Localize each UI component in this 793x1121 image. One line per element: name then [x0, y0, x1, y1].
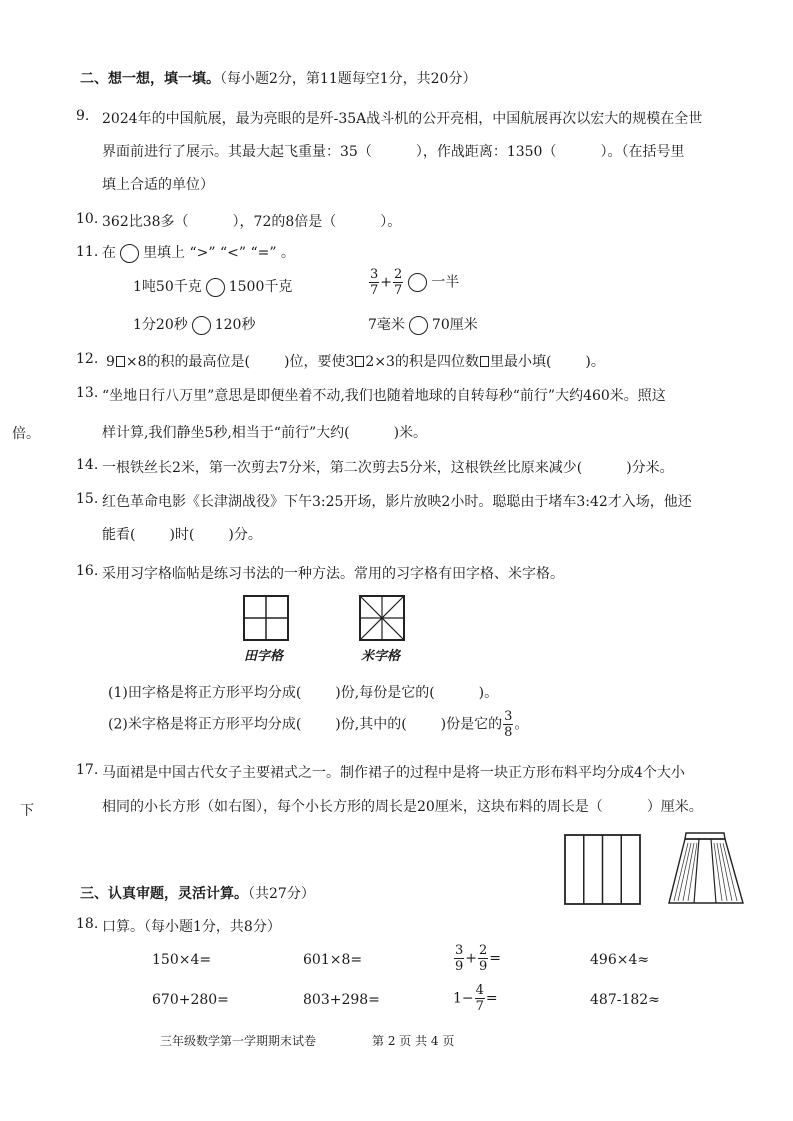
numerator: 4	[475, 983, 484, 998]
question-text	[102, 524, 262, 544]
section-score-note: （每小题2分，第11题每空1分，共20分）	[220, 71, 477, 87]
text-segment: 一半	[431, 274, 460, 291]
question-number: 16.	[76, 563, 99, 579]
text-segment: 里最小填(	[489, 354, 552, 370]
text-segment: 里填上 “>” “<” “=” 。	[143, 245, 295, 261]
compare-circle[interactable]	[408, 273, 427, 292]
denominator: 7	[370, 283, 379, 298]
oral-calc-item: 670+280=	[152, 992, 229, 1008]
question-text	[106, 351, 605, 371]
question-number: 15.	[76, 491, 99, 507]
question-number: 13.	[76, 385, 99, 401]
compare-circle[interactable]	[120, 244, 139, 263]
fraction	[503, 710, 513, 739]
denominator: 8	[504, 725, 513, 740]
oral-calc-item: 150×4=	[152, 952, 212, 968]
operator: =	[489, 950, 502, 967]
text-segment: ）。	[380, 214, 402, 230]
text-segment: 。	[514, 716, 529, 733]
tian-grid-figure	[243, 595, 289, 641]
text-segment: ），72的8倍是（	[232, 214, 337, 230]
text-segment: 120秒	[214, 317, 256, 333]
text-segment: 1分20秒	[133, 317, 188, 333]
text-segment: ）厘米。	[646, 799, 703, 815]
text-segment: (1)田字格是将正方形平均分成(	[108, 685, 302, 701]
oral-calc-item: 487-182≈	[590, 992, 660, 1008]
page-number: 第 2 页 共 4 页	[372, 1034, 455, 1048]
compare-item	[133, 276, 292, 297]
question-text	[102, 141, 684, 161]
denominator: 7	[394, 283, 403, 298]
text-segment: 362比38多（	[102, 214, 189, 230]
question-text: 填上合适的单位）	[102, 177, 214, 193]
text-segment: )分米。	[626, 460, 674, 476]
text-segment: 1−	[453, 990, 474, 1007]
question-number: 18.	[76, 916, 99, 932]
text-segment: 2×3的积是四位数	[365, 354, 479, 370]
question-text: 2024年的中国航展，最为亮眼的是歼-35A战斗机的公开亮相，中国航展再次以宏大的规模在全世	[102, 111, 703, 127]
question-text: “坐地日行八万里”意思是即便坐着不动,我们也随着地球的自转每秒“前行”大约460米。照这	[102, 388, 666, 404]
text-segment: ）。（在括号里	[600, 144, 685, 160]
compare-circle[interactable]	[206, 278, 225, 297]
fraction	[369, 268, 379, 297]
question-number: 14.	[76, 457, 99, 473]
mi-grid-figure	[359, 595, 405, 641]
text-segment: 1吨50千克	[133, 279, 202, 295]
text-segment: )时(	[169, 527, 195, 543]
digit-box	[480, 356, 489, 367]
sub-question	[108, 710, 528, 739]
section-2-header	[80, 68, 476, 88]
numerator: 2	[479, 943, 488, 958]
numerator: 2	[394, 267, 403, 282]
question-text	[102, 422, 427, 442]
compare-item	[133, 314, 255, 335]
question-number: 17.	[76, 762, 99, 778]
compare-circle[interactable]	[409, 316, 428, 335]
operator: +	[380, 274, 393, 291]
text-segment: 一根铁丝长2米，第一次剪去7分米，第二次剪去5分米，这根铁丝比原来减少(	[102, 460, 583, 476]
text-segment: 9	[106, 354, 115, 370]
question-number: 10.	[76, 211, 99, 227]
compare-circle[interactable]	[192, 316, 211, 335]
fraction	[475, 984, 485, 1013]
text-segment: 界面前进行了展示。其最大起飞重量：35（	[102, 144, 372, 160]
divided-square-figure	[564, 834, 642, 906]
question-text: 红色革命电影《长津湖战役》下午3:25开场，影片放映2小时。聪聪由于堵车3:42才入场，他还	[102, 494, 692, 510]
denominator: 9	[479, 959, 488, 974]
tian-grid-label: 田字格	[244, 649, 284, 664]
mamian-skirt-figure	[664, 829, 748, 909]
text-segment: 7毫米	[368, 317, 405, 333]
text-segment: ×8的积的最高位是(	[125, 354, 251, 370]
oral-calc-item: 803+298=	[303, 992, 380, 1008]
question-text	[102, 211, 401, 231]
question-number: 9.	[76, 108, 90, 124]
question-text	[102, 242, 295, 263]
question-number: 12.	[76, 351, 99, 367]
question-text: 采用习字格临帖是练习书法的一种方法。常用的习字格有田字格、米字格。	[102, 566, 564, 582]
text-segment: )分。	[228, 527, 262, 543]
oral-calc-item: 496×4≈	[590, 952, 650, 968]
text-segment: )。	[585, 354, 605, 370]
text-segment: 样计算,我们静坐5秒,相当于“前行”大约(	[102, 425, 350, 441]
text-segment: 能看(	[102, 527, 136, 543]
section-title: 三、认真审题，灵活计算。	[80, 886, 248, 902]
text-segment: )米。	[393, 425, 428, 441]
text-segment: (2)米字格是将正方形平均分成(	[108, 716, 302, 733]
mi-grid-label: 米字格	[361, 649, 401, 664]
oral-calc-item: 601×8=	[303, 952, 363, 968]
fraction	[478, 944, 488, 973]
text-segment: 1500千克	[228, 279, 293, 295]
text-segment: )份,其中的(	[335, 716, 407, 733]
operator: =	[485, 990, 498, 1007]
compare-item	[368, 314, 478, 335]
text-segment: )位，要使3	[284, 354, 355, 370]
question-number: 11.	[76, 244, 99, 260]
numerator: 3	[455, 943, 464, 958]
numerator: 3	[370, 267, 379, 282]
text-segment: 相同的小长方形（如右图），每个小长方形的周长是20厘米，这块布料的周长是（	[102, 799, 603, 815]
question-text: 马面裙是中国古代女子主要裙式之一。制作裙子的过程中是将一块正方形布料平均分成4个大小	[102, 765, 685, 781]
text-segment: 70厘米	[431, 317, 478, 333]
section-3-header	[80, 883, 315, 903]
margin-text: 下	[20, 803, 34, 819]
compare-item	[368, 268, 459, 297]
sub-question	[108, 682, 498, 702]
section-title: 二、想一想，填一填。	[80, 71, 220, 87]
question-text	[102, 796, 703, 816]
fraction	[393, 268, 403, 297]
question-text	[102, 457, 674, 477]
text-segment: ），作战距离：1350（	[415, 144, 557, 160]
footer-title: 三年级数学第一学期期末试卷	[160, 1034, 317, 1048]
oral-calc-item	[453, 984, 498, 1013]
section-score-note: （共27分）	[248, 886, 315, 902]
question-text: 口算。（每小题1分，共8分）	[102, 919, 281, 935]
numerator: 3	[504, 709, 513, 724]
text-segment: )。	[478, 685, 499, 701]
margin-text: 倍。	[12, 426, 40, 442]
digit-box	[355, 356, 364, 367]
text-segment: 在	[102, 245, 116, 261]
digit-box	[116, 356, 125, 367]
denominator: 9	[455, 959, 464, 974]
oral-calc-item	[453, 944, 501, 973]
text-segment: )份是它的	[440, 716, 503, 733]
fraction	[454, 944, 464, 973]
denominator: 7	[475, 999, 484, 1014]
text-segment: )份,每份是它的(	[335, 685, 435, 701]
operator: +	[465, 950, 478, 967]
